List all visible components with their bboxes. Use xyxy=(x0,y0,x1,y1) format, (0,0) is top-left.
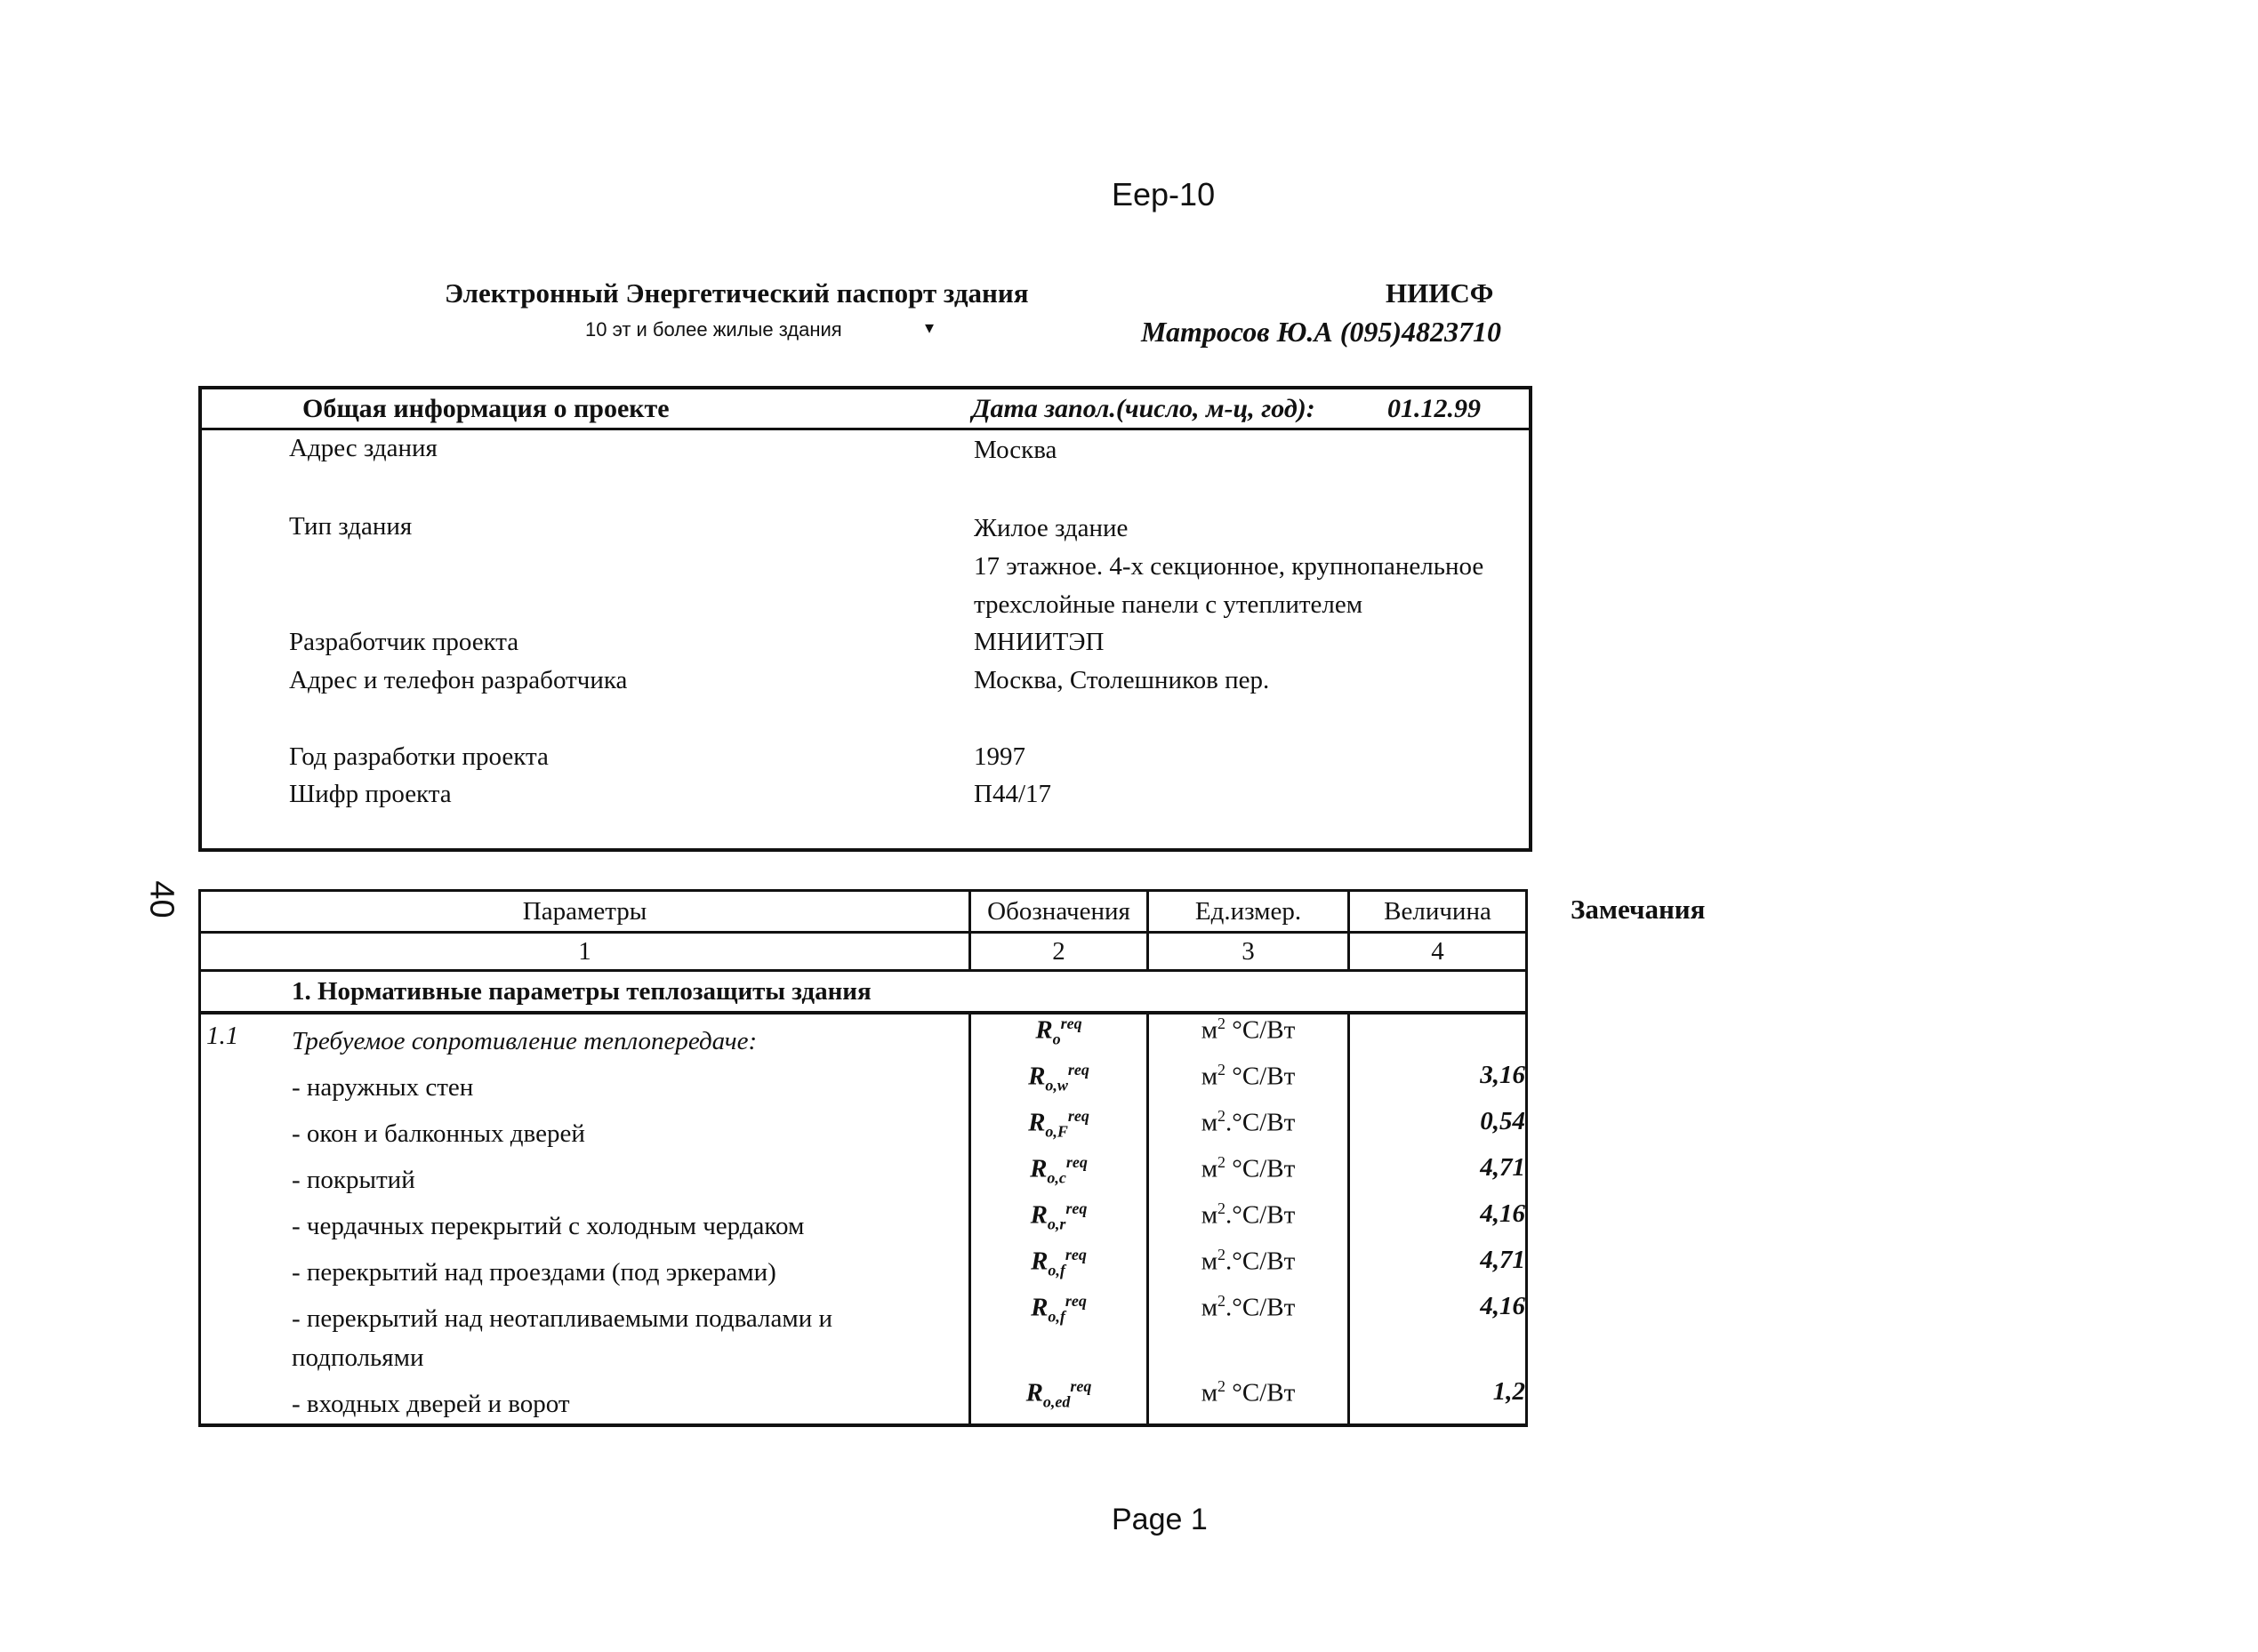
side-page-number: 40 xyxy=(142,880,181,918)
symbol-superscript: req xyxy=(1065,1246,1087,1263)
symbol-base: R xyxy=(1028,1108,1046,1137)
parameter-name: Требуемое сопротивление теплопередаче: xyxy=(292,1027,758,1055)
parameter-name-cell xyxy=(200,1107,970,1153)
column-number: 3 xyxy=(1148,933,1349,971)
symbol-superscript: req xyxy=(1065,1292,1087,1310)
unit-base: м xyxy=(1201,1062,1218,1091)
symbol-subscript: o,c xyxy=(1047,1168,1066,1187)
dropdown-arrow-icon[interactable]: ▾ xyxy=(925,318,935,338)
organization-name: НИИСФ xyxy=(1386,277,1494,309)
building-category-select[interactable]: 10 эт и более жилые здания xyxy=(585,318,842,341)
building-address-value[interactable]: Москва xyxy=(974,436,1057,464)
parameter-name: - перекрытий над неотапливаемыми подвалами и подпольями xyxy=(292,1304,833,1372)
symbol-base: R xyxy=(1025,1378,1043,1407)
symbol-cell xyxy=(970,1199,1148,1246)
table-row xyxy=(200,1013,1527,1061)
value-cell[interactable]: 4,16 xyxy=(1349,1292,1527,1377)
parameter-name: - входных дверей и ворот xyxy=(292,1390,570,1418)
value-cell[interactable]: 4,16 xyxy=(1349,1199,1527,1246)
unit-rest: °С/Вт xyxy=(1225,1015,1296,1045)
table-row xyxy=(200,1199,1527,1246)
unit-rest: °С/Вт xyxy=(1225,1062,1296,1091)
symbol-cell xyxy=(970,1061,1148,1107)
symbol-subscript: o,w xyxy=(1045,1076,1068,1095)
building-type-detail-1[interactable]: 17 этажное. 4-х секционное, крупнопанельное xyxy=(974,552,1484,581)
parameter-name-cell xyxy=(200,1153,970,1199)
unit-cell xyxy=(1148,1292,1349,1377)
unit-cell xyxy=(1148,1246,1349,1292)
symbol-superscript: req xyxy=(1067,1061,1089,1079)
symbol-cell xyxy=(970,1292,1148,1377)
parameter-name-cell xyxy=(200,1246,970,1292)
unit-rest: °С/Вт xyxy=(1225,1154,1296,1183)
symbol-base: R xyxy=(1028,1062,1046,1091)
symbol-cell xyxy=(970,1153,1148,1199)
parameter-name-cell xyxy=(200,1061,970,1107)
developer-address-label: Адрес и телефон разработчика xyxy=(289,666,628,694)
unit-power: 2 xyxy=(1217,1377,1226,1395)
column-header-units: Ед.измер. xyxy=(1148,891,1349,933)
unit-base: м xyxy=(1201,1293,1218,1322)
unit-base: м xyxy=(1201,1015,1218,1045)
symbol-base: R xyxy=(1031,1293,1049,1322)
unit-power: 2 xyxy=(1217,1199,1226,1217)
parameter-index: 1.1 xyxy=(206,1022,239,1050)
unit-base: м xyxy=(1201,1200,1218,1230)
symbol-subscript: o xyxy=(1052,1030,1061,1048)
table-row xyxy=(200,1107,1527,1153)
symbol-cell xyxy=(970,1377,1148,1425)
symbol-subscript: o,ed xyxy=(1042,1392,1071,1411)
unit-rest: .°С/Вт xyxy=(1225,1200,1296,1230)
value-cell[interactable] xyxy=(1349,1013,1527,1061)
table-header-row xyxy=(200,891,1527,933)
unit-power: 2 xyxy=(1217,1107,1226,1125)
column-header-symbols: Обозначения xyxy=(970,891,1148,933)
parameter-name-cell xyxy=(200,1199,970,1246)
unit-cell xyxy=(1148,1061,1349,1107)
building-type-value[interactable]: Жилое здание xyxy=(974,514,1129,542)
parameter-name: - окон и балконных дверей xyxy=(292,1119,585,1148)
developer-address-value[interactable]: Москва, Столешников пер. xyxy=(974,666,1270,694)
parameter-rows xyxy=(200,1013,1527,1425)
symbol-base: R xyxy=(1031,1247,1049,1276)
author-contact: Матросов Ю.А (095)4823710 xyxy=(1141,316,1502,348)
table-row xyxy=(200,1153,1527,1199)
unit-cell xyxy=(1148,1199,1349,1246)
fill-date-label: Дата запол.(число, м-ц, год): xyxy=(972,394,1315,423)
symbol-subscript: o,f xyxy=(1048,1261,1065,1279)
unit-rest: .°С/Вт xyxy=(1225,1247,1296,1276)
parameter-name-cell xyxy=(200,1013,970,1061)
column-number: 2 xyxy=(970,933,1148,971)
value-cell[interactable]: 3,16 xyxy=(1349,1061,1527,1107)
parameters-table xyxy=(198,889,1528,1427)
unit-base: м xyxy=(1201,1378,1218,1407)
symbol-superscript: req xyxy=(1070,1377,1092,1395)
symbol-subscript: o,r xyxy=(1047,1215,1066,1233)
column-header-value: Величина xyxy=(1349,891,1527,933)
building-type-label: Тип здания xyxy=(289,512,413,541)
developer-label: Разработчик проекта xyxy=(289,628,519,656)
developer-value[interactable]: МНИИТЭП xyxy=(974,628,1105,656)
table-row xyxy=(200,1377,1527,1425)
parameter-name: - наружных стен xyxy=(292,1073,474,1102)
parameter-name: - чердачных перекрытий с холодным чердаком xyxy=(292,1212,805,1240)
column-number: 4 xyxy=(1349,933,1527,971)
building-type-detail-2[interactable]: трехслойные панели с утеплителем xyxy=(974,590,1363,619)
symbol-superscript: req xyxy=(1067,1107,1089,1125)
table-row xyxy=(200,1061,1527,1107)
parameter-name: - покрытий xyxy=(292,1166,415,1194)
symbol-subscript: o,F xyxy=(1045,1122,1068,1141)
unit-power: 2 xyxy=(1217,1014,1226,1032)
column-header-parameters: Параметры xyxy=(200,891,970,933)
document-code: Еер-10 xyxy=(1112,176,1216,213)
symbol-cell xyxy=(970,1246,1148,1292)
unit-cell xyxy=(1148,1107,1349,1153)
section-row xyxy=(200,971,1527,1014)
symbol-cell xyxy=(970,1013,1148,1061)
unit-cell xyxy=(1148,1153,1349,1199)
symbol-base: R xyxy=(1035,1015,1053,1045)
development-year-value[interactable]: 1997 xyxy=(974,742,1025,771)
parameter-name: - перекрытий над проездами (под эркерами) xyxy=(292,1258,776,1287)
passport-title: Электронный Энергетический паспорт здания xyxy=(445,277,1029,309)
project-code-label: Шифр проекта xyxy=(289,780,452,808)
unit-base: м xyxy=(1201,1247,1218,1276)
value-cell[interactable]: 4,71 xyxy=(1349,1153,1527,1199)
value-cell[interactable]: 1,2 xyxy=(1349,1377,1527,1425)
building-address-label: Адрес здания xyxy=(289,434,438,462)
project-code-value[interactable]: П44/17 xyxy=(974,780,1051,808)
unit-rest: .°С/Вт xyxy=(1225,1293,1296,1322)
development-year-label: Год разработки проекта xyxy=(289,742,549,771)
column-number: 1 xyxy=(200,933,970,971)
page-footer: Page 1 xyxy=(1112,1503,1208,1536)
unit-base: м xyxy=(1201,1154,1218,1183)
value-cell[interactable]: 4,71 xyxy=(1349,1246,1527,1292)
symbol-superscript: req xyxy=(1065,1199,1088,1217)
unit-rest: °С/Вт xyxy=(1225,1378,1296,1407)
symbol-superscript: req xyxy=(1065,1153,1088,1171)
section-title: 1. Нормативные параметры теплозащиты здания xyxy=(200,971,1527,1014)
symbol-base: R xyxy=(1030,1154,1048,1183)
symbol-cell xyxy=(970,1107,1148,1153)
unit-power: 2 xyxy=(1217,1246,1226,1263)
info-section-title: Общая информация о проекте xyxy=(302,394,670,423)
parameter-name-cell xyxy=(200,1292,970,1377)
unit-cell xyxy=(1148,1013,1349,1061)
column-number-row xyxy=(200,933,1527,971)
table-row xyxy=(200,1246,1527,1292)
symbol-superscript: req xyxy=(1060,1014,1082,1032)
unit-power: 2 xyxy=(1217,1061,1226,1079)
symbol-subscript: o,f xyxy=(1048,1307,1065,1326)
unit-cell xyxy=(1148,1377,1349,1425)
symbol-base: R xyxy=(1030,1200,1048,1230)
parameter-name-cell xyxy=(200,1377,970,1425)
unit-base: м xyxy=(1201,1108,1218,1137)
fill-date-value[interactable]: 01.12.99 xyxy=(1387,394,1481,423)
unit-power: 2 xyxy=(1217,1153,1226,1171)
info-header-divider xyxy=(198,428,1532,430)
unit-rest: .°С/Вт xyxy=(1225,1108,1296,1137)
table-row xyxy=(200,1292,1527,1377)
remarks-header: Замечания xyxy=(1571,894,1706,925)
unit-power: 2 xyxy=(1217,1292,1226,1310)
value-cell[interactable]: 0,54 xyxy=(1349,1107,1527,1153)
